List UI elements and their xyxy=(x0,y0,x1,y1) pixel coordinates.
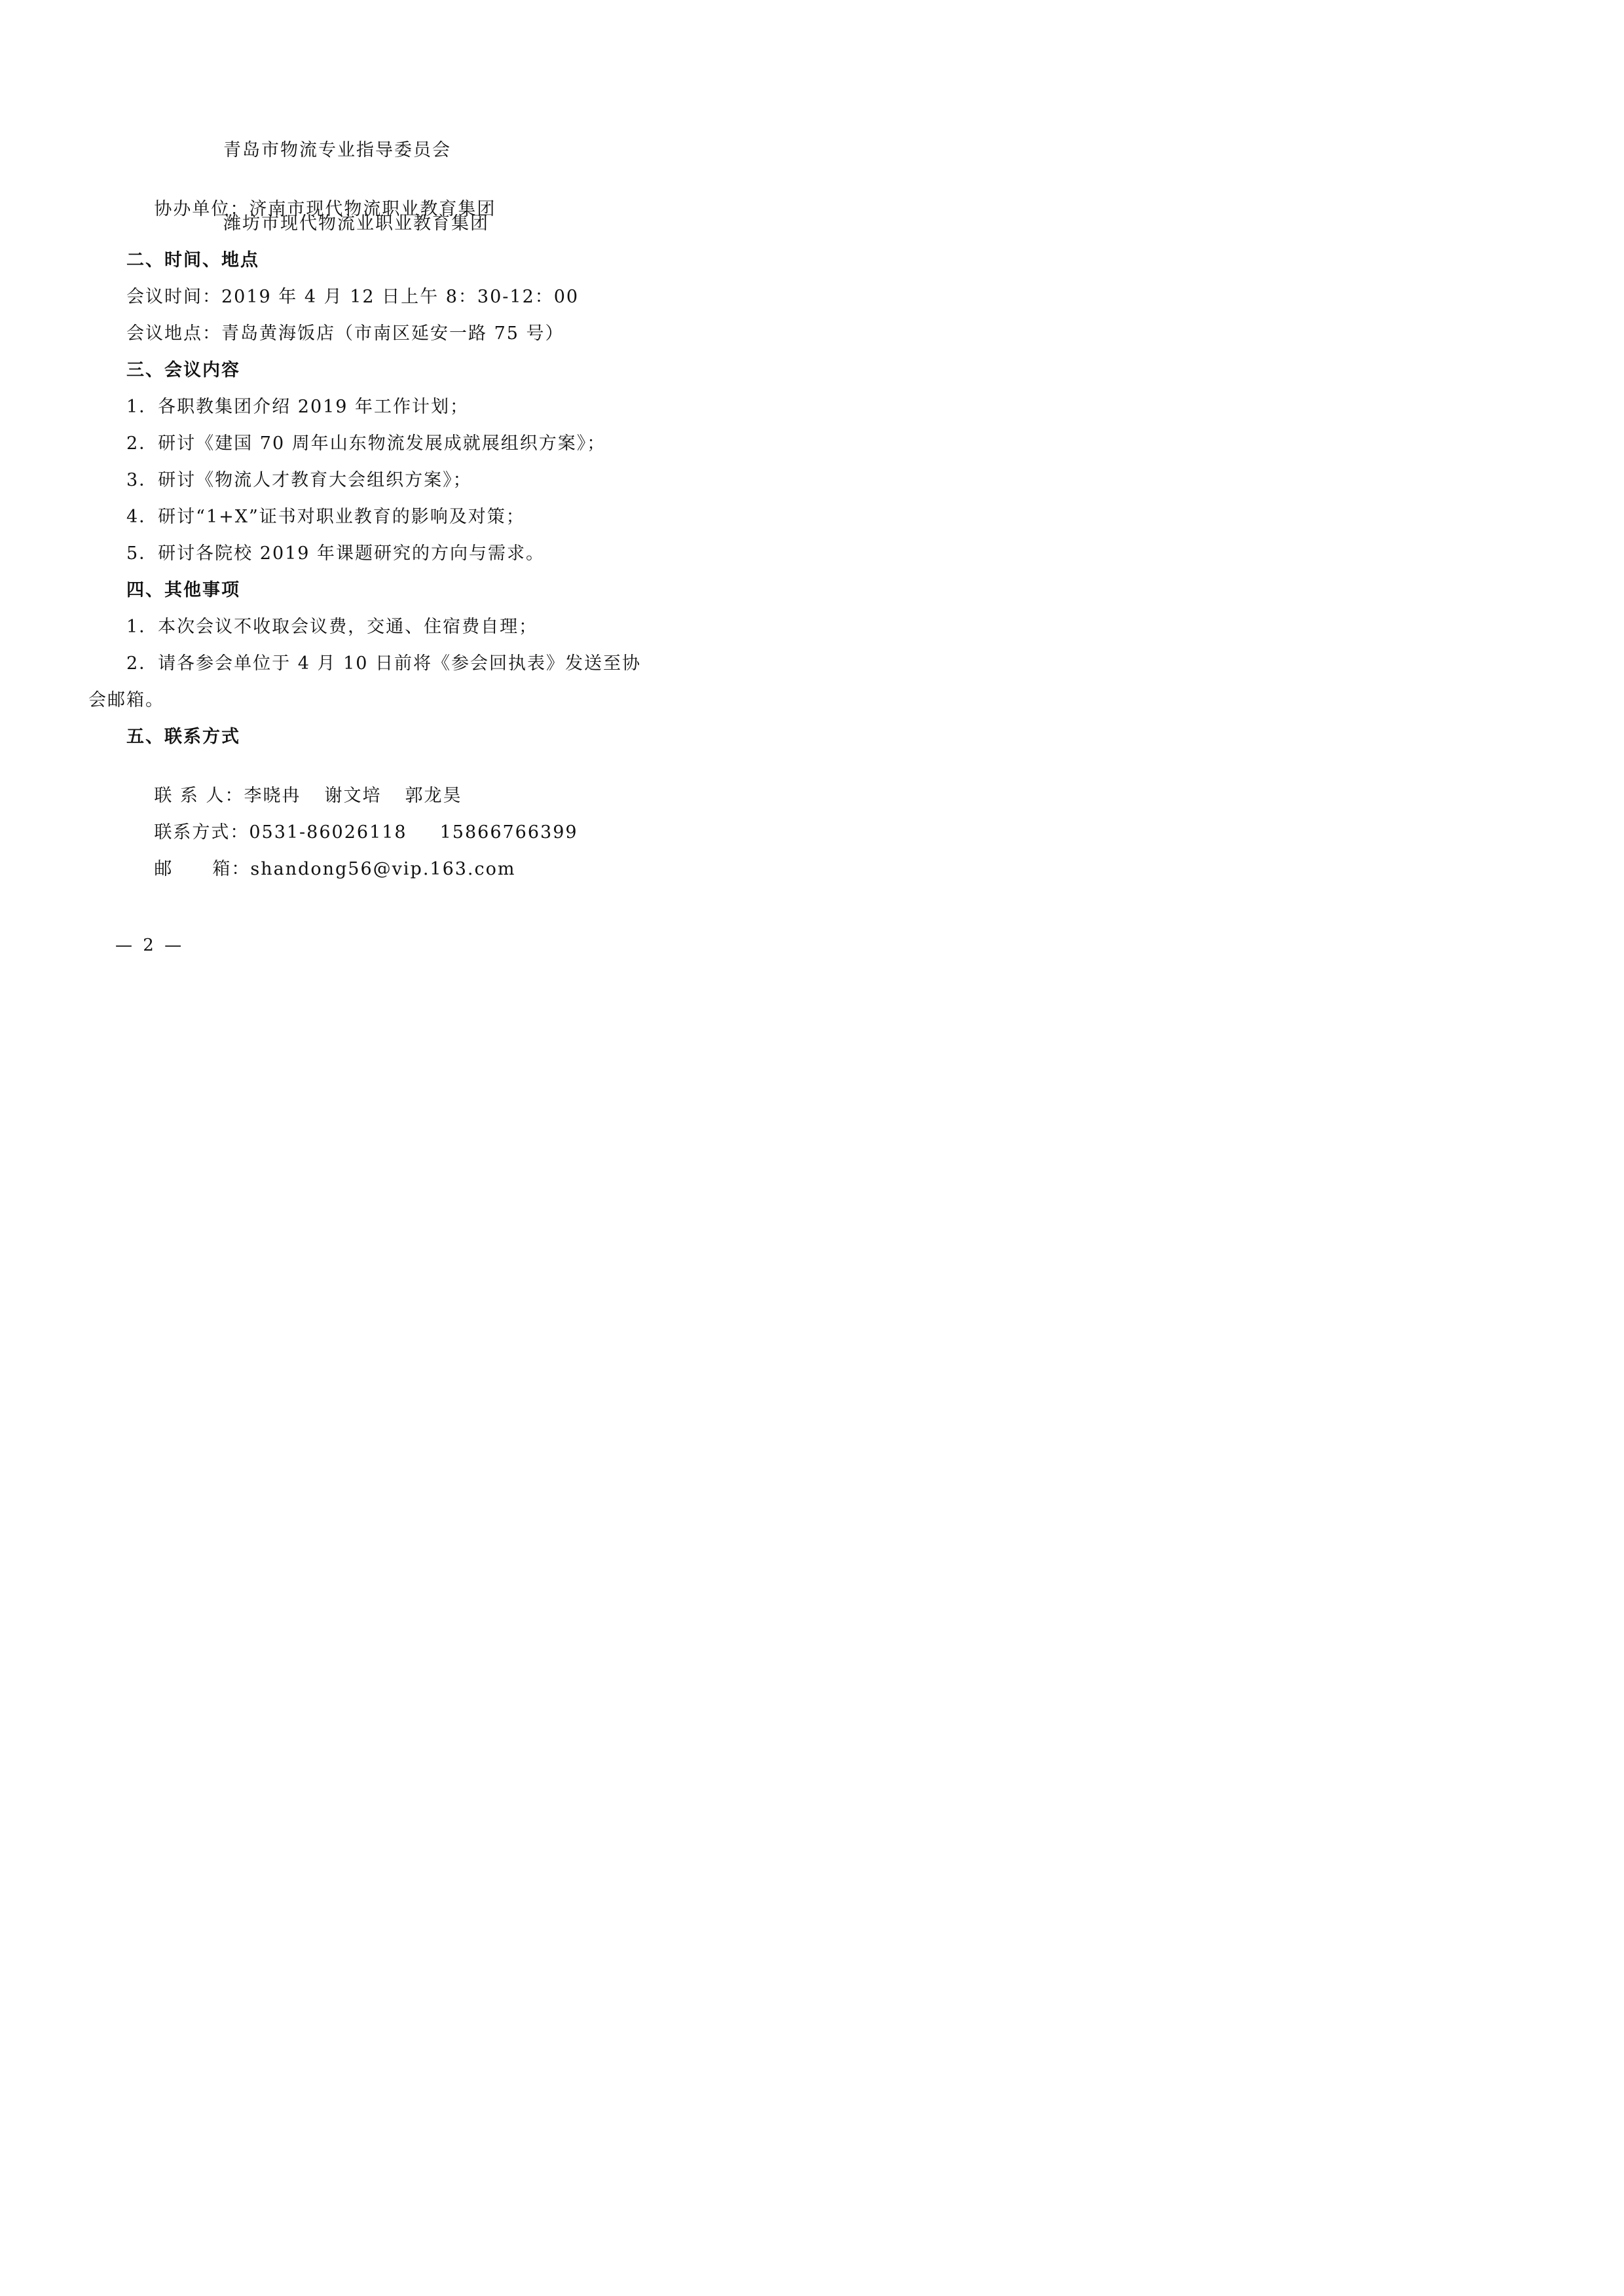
contact-email xyxy=(126,836,516,903)
section-4-heading: 四、其他事项 xyxy=(126,580,240,600)
agenda-item: 3．研讨《物流人才教育大会组织方案》； xyxy=(126,470,472,490)
meeting-place: 会议地点：青岛黄海饭店（市南区延安一路 75 号） xyxy=(126,323,564,344)
organizer-committee: 青岛市物流专业指导委员会 xyxy=(223,140,451,160)
email-address: shandong56@vip.163.com xyxy=(250,859,516,879)
section-2-heading: 二、时间、地点 xyxy=(126,250,259,270)
agenda-item: 4．研讨“1+X”证书对职业教育的影响及对策； xyxy=(126,507,525,527)
contact-name: 谢文培 xyxy=(324,786,382,806)
co-organizer-label: 协办单位： xyxy=(154,199,249,219)
agenda-item: 2．研讨《建国 70 周年山东物流发展成就展组织方案》； xyxy=(126,433,606,454)
section-3-heading: 三、会议内容 xyxy=(126,360,240,380)
co-organizer-1: 济南市现代物流职业教育集团 xyxy=(249,199,496,219)
other-item-1: 1．本次会议不收取会议费，交通、住宿费自理； xyxy=(126,617,538,637)
meeting-time: 会议时间：2019 年 4 月 12 日上午 8：30-12：00 xyxy=(126,287,580,307)
phone-number: 0531-86026118 xyxy=(249,822,407,843)
contact-name: 李晓冉 xyxy=(244,786,301,806)
section-5-heading: 五、联系方式 xyxy=(126,727,240,747)
email-label-char-1: 邮 xyxy=(154,859,174,879)
agenda-item: 1．各职教集团介绍 2019 年工作计划； xyxy=(126,397,470,417)
other-item-2-continued: 会邮箱。 xyxy=(88,690,164,710)
contact-name: 郭龙昊 xyxy=(405,786,462,806)
co-organizer-2: 潍坊市现代物流业职业教育集团 xyxy=(223,213,489,234)
agenda-item: 5．研讨各院校 2019 年课题研究的方向与需求。 xyxy=(126,543,545,564)
contact-label: 联 系 人： xyxy=(154,786,244,806)
phone-label: 联系方式： xyxy=(154,822,249,843)
page-number: — 2 — xyxy=(115,936,185,955)
other-item-2: 2．请各参会单位于 4 月 10 日前将《参会回执表》发送至协 xyxy=(126,653,642,674)
email-label-char-2: 箱： xyxy=(212,859,251,879)
phone-number: 15866766399 xyxy=(439,822,578,843)
